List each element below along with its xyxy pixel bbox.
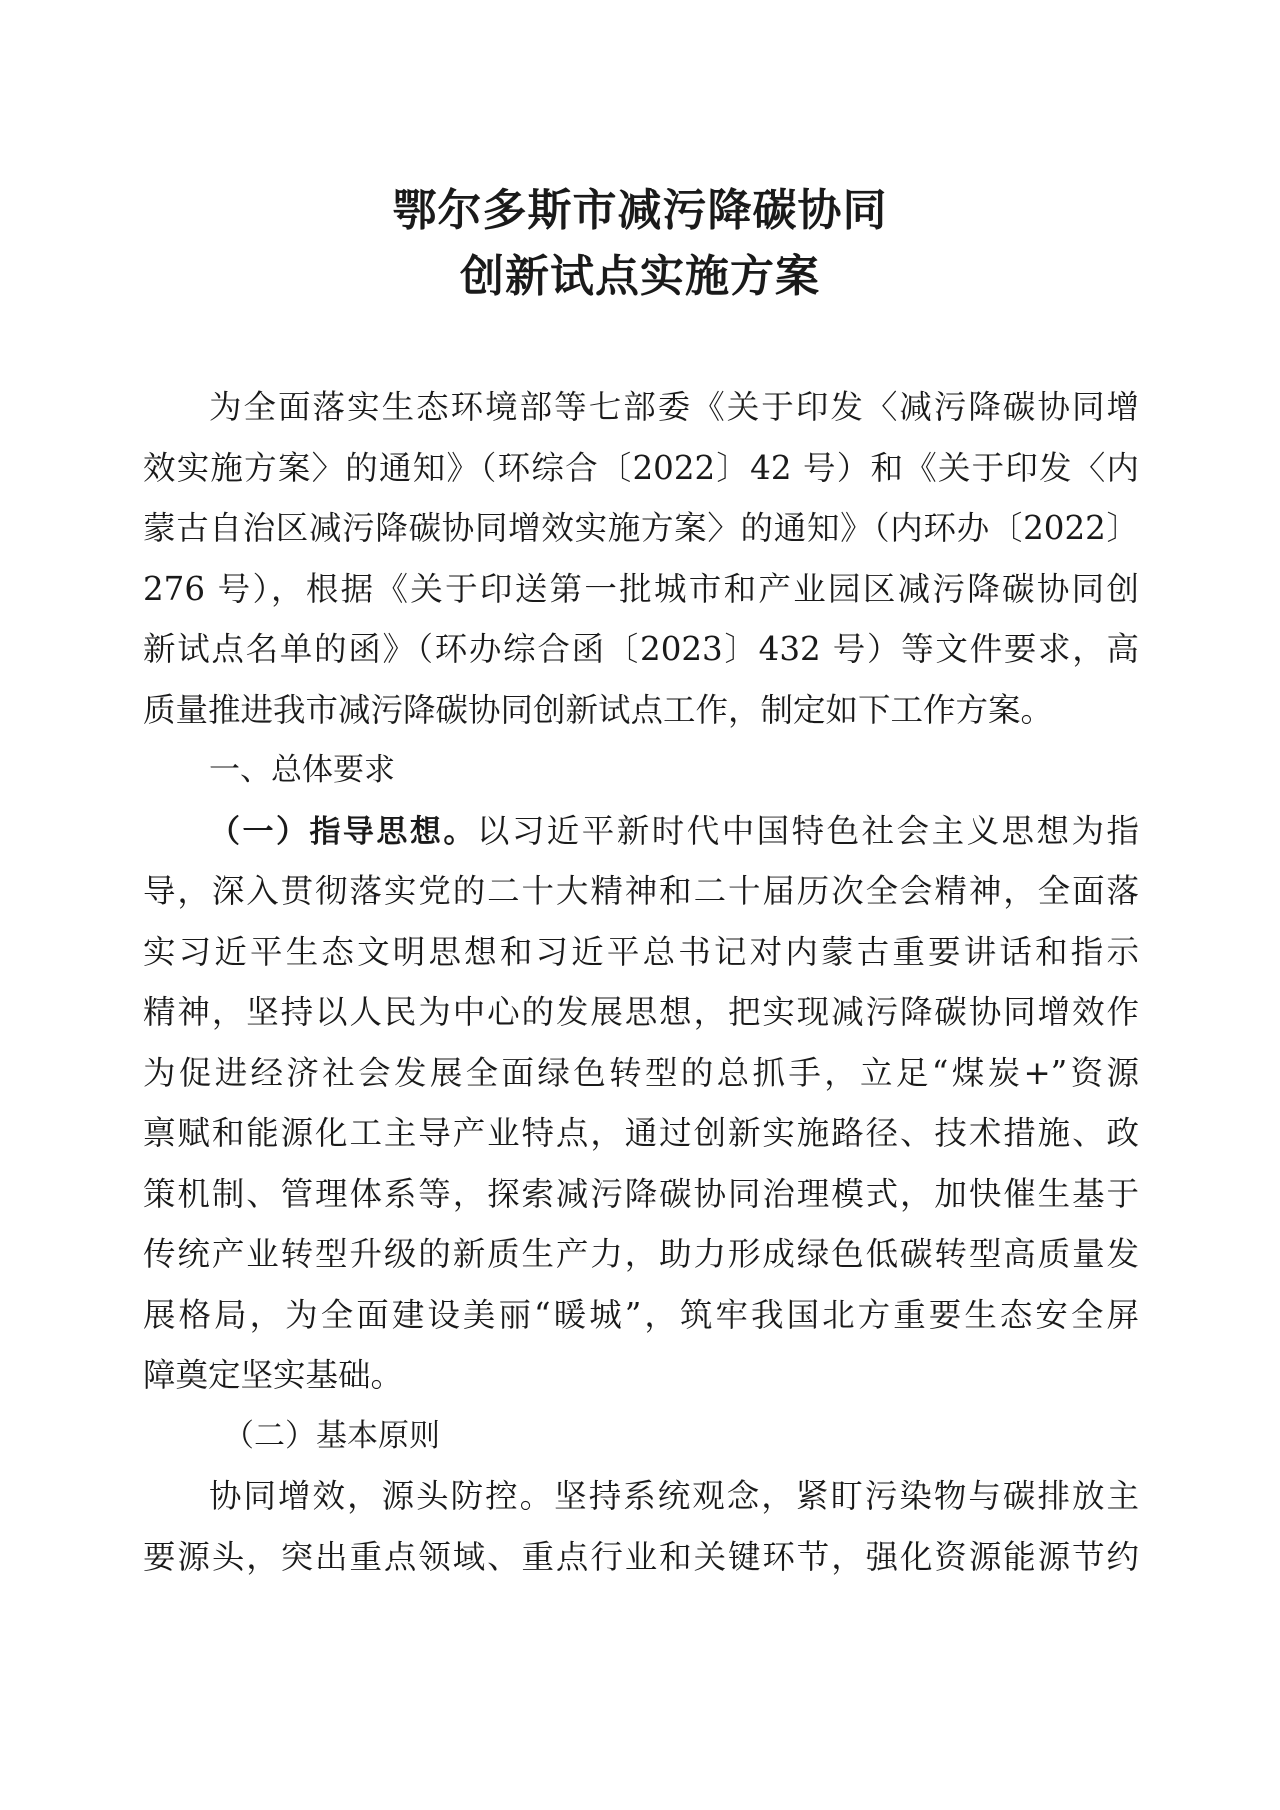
text-line: 展格局，为全面建设美丽“暖城”，筑牢我国北方重要生态安全屏 — [143, 1295, 1139, 1334]
guiding-thought-paragraph — [143, 801, 1139, 1406]
text-line: 实习近平生态文明思想和习近平总书记对内蒙古重要讲话和指示 — [143, 932, 1139, 971]
text-line: 为促进经济社会发展全面绿色转型的总抓手，立足“煤炭+”资源 — [143, 1053, 1139, 1092]
text-line: 障奠定坚实基础。 — [143, 1356, 404, 1394]
document-title — [140, 178, 1140, 310]
document-body — [143, 377, 1139, 1587]
principles-paragraph — [143, 1466, 1139, 1587]
section-heading-basic-principles: （二）基本原则 — [223, 1417, 440, 1454]
intro-paragraph — [143, 377, 1139, 740]
text-line: 蒙古自治区减污降碳协同增效实施方案〉的通知》（内环办〔2022〕 — [143, 509, 1139, 547]
text-line: 禀赋和能源化工主导产业特点，通过创新实施路径、技术措施、政 — [143, 1114, 1139, 1152]
text-line: 策机制、管理体系等，探索减污降碳协同治理模式，加快催生基于 — [143, 1174, 1139, 1213]
text-line: 276 号），根据《关于印送第一批城市和产业园区减污降碳协同创 — [143, 569, 1139, 608]
text-line: 要源头，突出重点领域、重点行业和关键环节，强化资源能源节约 — [143, 1537, 1139, 1576]
title-line: 鄂尔多斯市减污降碳协同 — [392, 185, 888, 236]
text-line: 质量推进我市减污降碳协同创新试点工作，制定如下工作方案。 — [143, 690, 1054, 729]
text-line: 传统产业转型升级的新质生产力，助力形成绿色低碳转型高质量发 — [143, 1235, 1139, 1273]
title-line: 创新试点实施方案 — [460, 251, 820, 302]
text-line: 新试点名单的函》（环办综合函〔2023〕432 号）等文件要求，高 — [143, 630, 1139, 668]
text-line — [143, 801, 1139, 862]
text-line-rest: 以习近平新时代中国特色社会主义思想为指 — [476, 811, 1139, 850]
text-line: 协同增效，源头防控。坚持系统观念，紧盯污染物与碳排放主 — [209, 1477, 1139, 1515]
text-line: 导，深入贯彻落实党的二十大精神和二十届历次全会精神，全面落 — [143, 872, 1139, 910]
text-line: 为全面落实生态环境部等七部委《关于印发〈减污降碳协同增 — [209, 388, 1139, 426]
text-line: 精神，坚持以人民为中心的发展思想，把实现减污降碳协同增效作 — [143, 993, 1139, 1031]
guiding-thought-lead: （一）指导思想。 — [209, 813, 477, 850]
section-heading-overall-requirements: 一、总体要求 — [209, 752, 395, 788]
text-line: 效实施方案〉的通知》（环综合〔2022〕42 号）和《关于印发〈内 — [143, 448, 1139, 487]
